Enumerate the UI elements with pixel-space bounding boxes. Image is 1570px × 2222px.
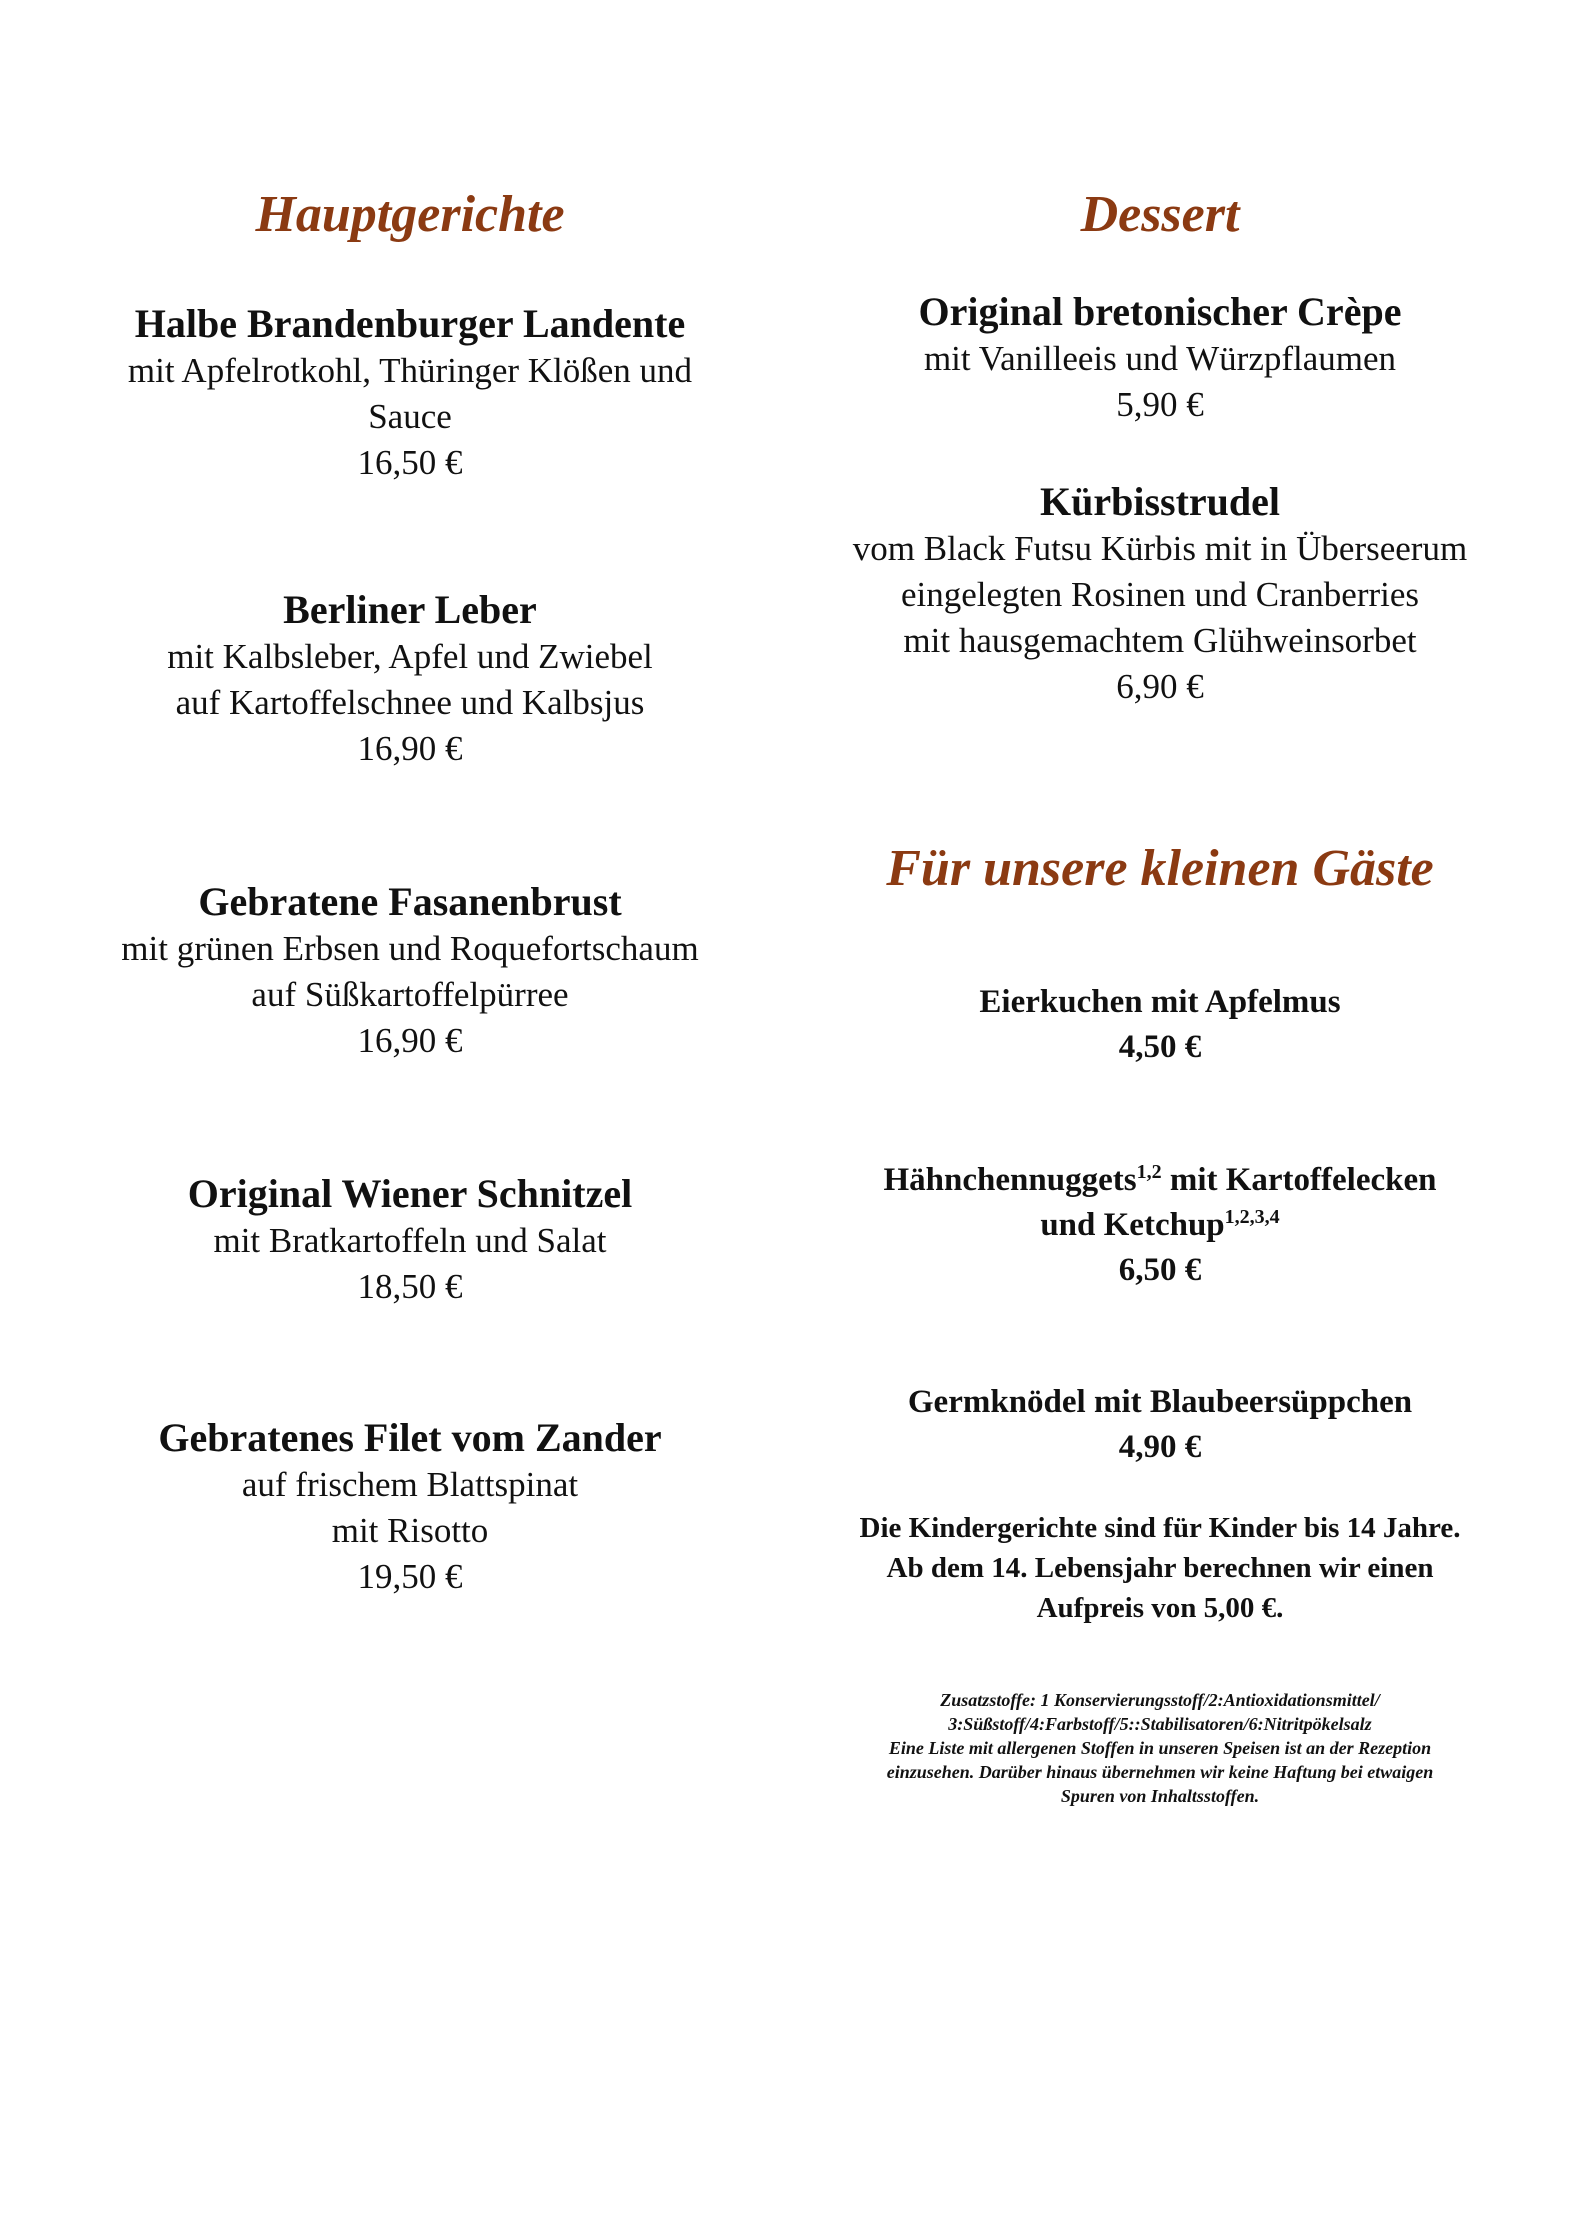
additives-footnote [790, 1688, 1530, 1808]
dish-name: Halbe Brandenburger Landente [134, 301, 686, 346]
kids-dish-nuggets [790, 1158, 1530, 1293]
dish-desc: mit grünen Erbsen und Roquefortschaum [121, 929, 699, 968]
kids-age-note [790, 1508, 1530, 1628]
dish-desc: mit Kalbsleber, Apfel und Zwiebel [167, 637, 653, 676]
footnote-line: Eine Liste mit allergenen Stoffen in unseren Speisen ist an der Rezeption [888, 1738, 1432, 1758]
dish-name: Gebratenes Filet vom Zander [158, 1415, 662, 1460]
dish-name: Eierkuchen mit Apfelmus [979, 984, 1341, 1020]
note-line: Ab dem 14. Lebensjahr berechnen wir einen [886, 1552, 1434, 1584]
dish-desc: mit Risotto [331, 1511, 489, 1550]
dish-name-part: mit Kartoffelecken [1161, 1162, 1437, 1198]
dish-desc: Sauce [368, 397, 452, 436]
footnote-line: Zusatzstoffe: 1 Konservierungsstoff/2:Antioxidationsmittel/ [940, 1690, 1380, 1710]
dish-price: 4,50 € [1118, 1029, 1202, 1065]
kids-dish-eierkuchen [790, 980, 1530, 1070]
dish-landente [40, 300, 780, 486]
dish-price: 19,50 € [357, 1557, 463, 1596]
dish-zander [40, 1414, 780, 1600]
dish-price: 6,50 € [1118, 1252, 1202, 1288]
dish-name: Berliner Leber [283, 587, 537, 632]
dish-desc: mit hausgemachtem Glühweinsorbet [903, 621, 1417, 660]
footnote-line: 3:Süßstoff/4:Farbstoff/5::Stabilisatoren/6:Nitritpökelsalz [948, 1714, 1372, 1734]
dish-name: Original Wiener Schnitzel [187, 1171, 633, 1216]
note-line: Die Kindergerichte sind für Kinder bis 14 Jahre. [859, 1512, 1461, 1544]
dish-fasanenbrust [40, 878, 780, 1064]
dish-name-part: und Ketchup [1040, 1207, 1225, 1243]
dish-name: Original bretonischer Crèpe [918, 289, 1402, 334]
dish-schnitzel [40, 1170, 780, 1310]
note-line: Aufpreis von 5,00 €. [1036, 1592, 1284, 1624]
dish-price: 16,50 € [357, 443, 463, 482]
heading-hauptgerichte: Hauptgerichte [255, 186, 565, 243]
additive-superscript: 1,2 [1136, 1161, 1162, 1183]
footnote-line: Spuren von Inhaltsstoffen. [1060, 1786, 1260, 1806]
dish-desc: auf frischem Blattspinat [241, 1465, 579, 1504]
dish-price: 18,50 € [357, 1267, 463, 1306]
heading-dessert: Dessert [1080, 186, 1240, 243]
dish-desc: mit Bratkartoffeln und Salat [213, 1221, 607, 1260]
dish-price: 5,90 € [1116, 385, 1204, 424]
dish-desc: eingelegten Rosinen und Cranberries [900, 575, 1420, 614]
dish-desc: mit Apfelrotkohl, Thüringer Klößen und [127, 351, 693, 390]
footnote-line: einzusehen. Darüber hinaus übernehmen wir keine Haftung bei etwaigen [886, 1762, 1434, 1782]
additive-superscript: 1,2,3,4 [1224, 1206, 1280, 1228]
dish-kuerbisstrudel [790, 478, 1530, 710]
dish-name: Gebratene Fasanenbrust [198, 879, 622, 924]
dish-name [790, 1158, 1530, 1203]
dish-desc: vom Black Futsu Kürbis mit in Überseerum [852, 529, 1468, 568]
dish-name: Kürbisstrudel [1039, 479, 1281, 524]
heading-kids: Für unsere kleinen Gäste [886, 840, 1434, 897]
dish-name [790, 1203, 1530, 1248]
dish-name-part: Hähnchennuggets [883, 1162, 1137, 1198]
dish-desc: mit Vanilleeis und Würzpflaumen [923, 339, 1397, 378]
dish-price: 16,90 € [357, 729, 463, 768]
kids-dish-germknoedel [790, 1380, 1530, 1470]
dish-price: 6,90 € [1116, 667, 1204, 706]
dish-crepe [790, 288, 1530, 428]
dish-name: Germknödel mit Blaubeersüppchen [907, 1384, 1413, 1420]
dish-desc: auf Kartoffelschnee und Kalbsjus [175, 683, 645, 722]
dish-price: 16,90 € [357, 1021, 463, 1060]
dish-leber [40, 586, 780, 772]
dish-price: 4,90 € [1118, 1429, 1202, 1465]
dish-desc: auf Süßkartoffelpürree [251, 975, 569, 1014]
